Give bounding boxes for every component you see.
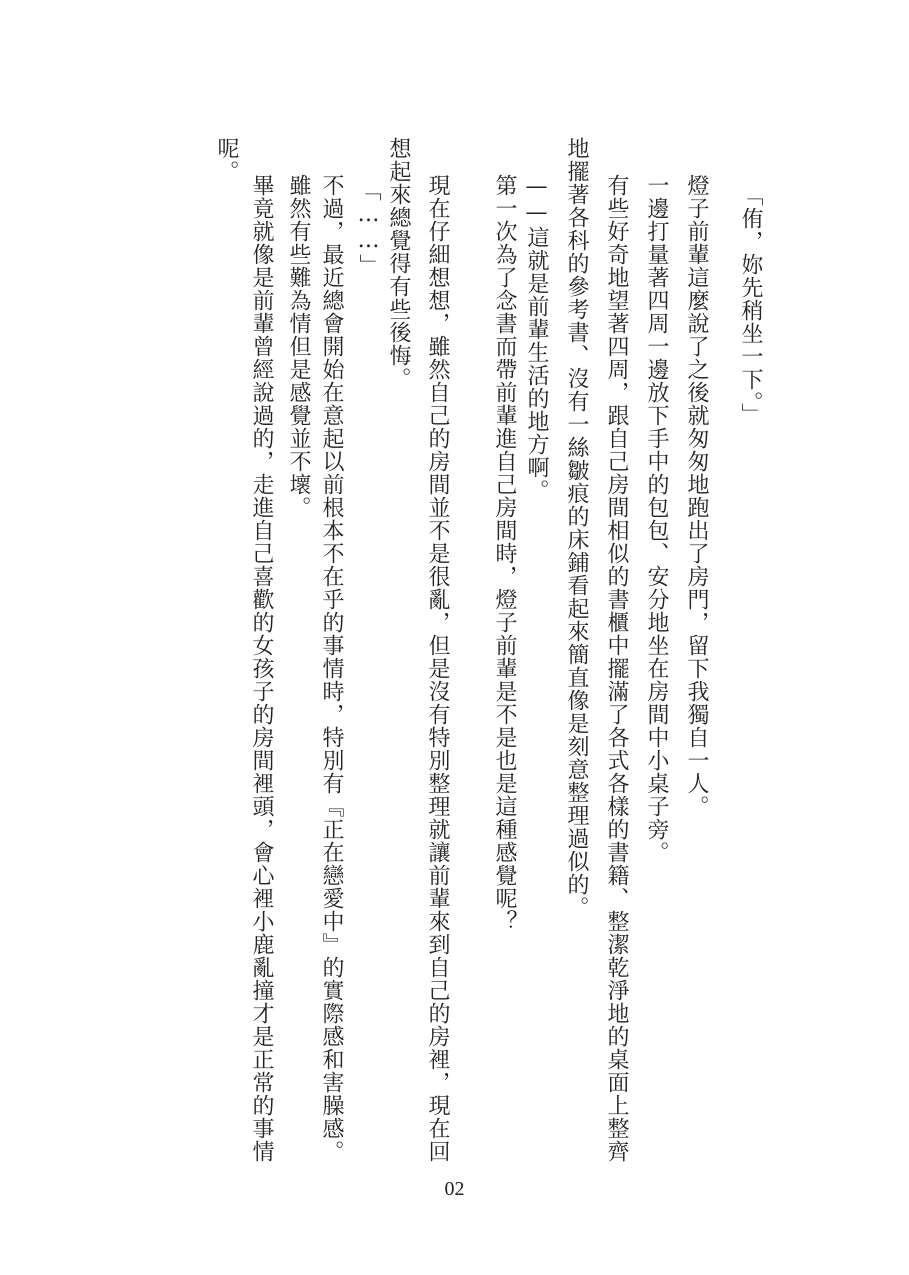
text-column: 想起來總覺得有些後悔。 [386, 137, 411, 390]
page-number: 02 [444, 1178, 465, 1200]
text-column: 一邊打量著四周一邊放下手中的包包、安分地坐在房間中小桌子旁。 [644, 174, 669, 864]
text-column: 呢。 [214, 137, 239, 183]
text-column: 畢竟就像是前輩曾經說過的，走進自己喜歡的女孩子的房間裡頭，會心裡小鹿亂撞才是正常的事情 [249, 174, 274, 1163]
text-column: 「……」 [356, 179, 381, 277]
text-column: 有些好奇地望著四周，跟自己房間相似的書櫃中擺滿了各式各樣的書籍、整潔乾淨地的桌面上整齊 [604, 174, 629, 1163]
text-column: 第一次為了念書而帶前輩進自己房間時，燈子前輩是不是也是這種感覺呢？ [492, 174, 517, 933]
text-column: ——這就是前輩生活的地方啊。 [524, 174, 549, 502]
text-column: 不過，最近總會開始在意起以前根本不在乎的事情時，特別有『正在戀愛中』的實際感和害臊感。 [319, 174, 344, 1163]
text-column: 地擺著各科的參考書、沒有一絲皺痕的床鋪看起來簡直像是刻意整理過似的。 [564, 137, 589, 919]
text-column: 雖然有些難為情但是感覺並不壞。 [286, 174, 311, 519]
text-column: 燈子前輩這麼說了之後就匆匆地跑出了房門，留下我獨自一人。 [684, 174, 709, 818]
text-column: 現在仔細想想，雖然自己的房間並不是很亂，但是沒有特別整理就讓前輩來到自己的房裡，現在回 [425, 174, 450, 1163]
text-column: 「侑，妳先稍坐一下。」 [738, 184, 763, 426]
